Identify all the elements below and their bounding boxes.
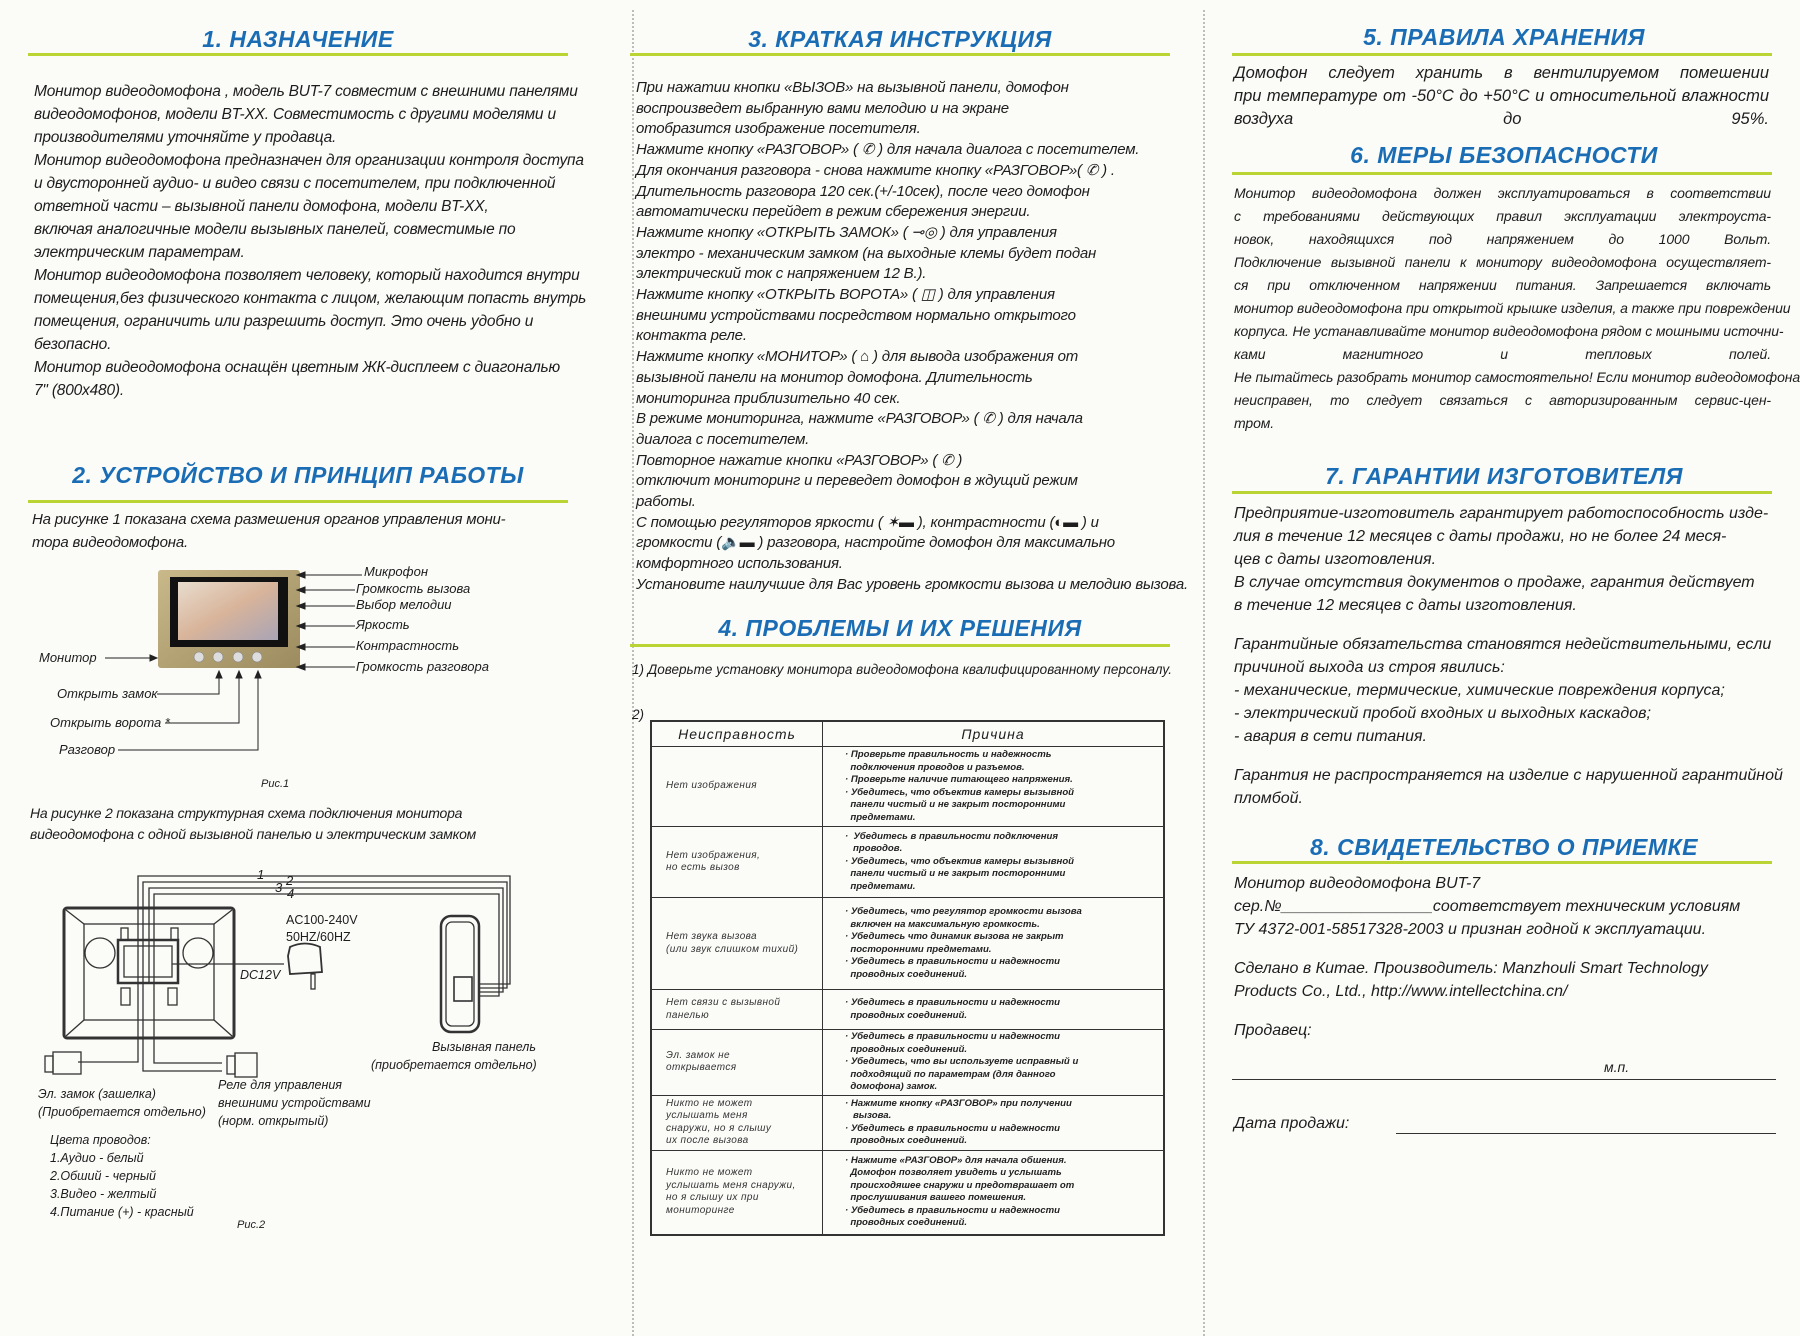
- table-row: [651, 1030, 1164, 1096]
- cell-line: · Убедитесь в правильности и надежности: [845, 1204, 1060, 1216]
- cell-line: · Убедитесь в правильности и надежности: [845, 956, 1060, 967]
- cause-cell: [823, 990, 1165, 1030]
- sale-date-line[interactable]: [1396, 1133, 1776, 1134]
- cell-line: Никто не может: [666, 1097, 753, 1109]
- cell-line: снаружи, но я слышу: [666, 1122, 772, 1134]
- text-line: и двусторонней аудио- и видео связи с посетителем, при подключенной: [34, 175, 556, 192]
- heading-rule: [28, 500, 568, 503]
- sale-date-label: Дата продажи:: [1234, 1115, 1350, 1132]
- wire-number-4: 4: [287, 886, 295, 901]
- cause-cell: [823, 1095, 1165, 1150]
- label-monitor: Монитор: [39, 650, 97, 665]
- label-open-gate: Открыть ворота *: [50, 715, 170, 730]
- cell-line: но я слышу их при: [666, 1192, 759, 1204]
- wire-number-1: 1: [257, 867, 265, 882]
- cell-line: Нет изображения: [666, 780, 758, 792]
- heading-rule: [1232, 861, 1772, 864]
- cell-line: · Убедитесь в правильности и надежности: [845, 997, 1060, 1008]
- cell-line: вызова.: [845, 1110, 892, 1121]
- text-line: Подключение вызывной панели к монитору видеодомофона осуществляет-: [1234, 254, 1771, 270]
- label-brightness: Яркость: [356, 617, 410, 632]
- text-line: громкости (🔈▬ ) разговора, настройте домофон для максимально: [636, 534, 1115, 552]
- cell-line: · Убедитесь в правильности и надежности: [845, 1031, 1060, 1042]
- wire-colors: [50, 1131, 194, 1221]
- cell-line: · Убедитесь что динамик вызова не закрыт: [845, 931, 1064, 942]
- text-line: Монитор видеодомофона BUT-7: [1234, 875, 1481, 892]
- text-line: Монитор видеодомофона должен эксплуатироваться в соответствии: [1234, 185, 1771, 201]
- label-contrast: Контрастность: [356, 638, 460, 653]
- call-panel-label: Вызывная панель: [432, 1040, 536, 1054]
- text-line: Монитор видеодомофона оснащён цветным ЖК-дисплеем с диагональю: [34, 359, 560, 376]
- cause-cell: [823, 1150, 1165, 1235]
- label-talk-volume: Громкость разговора: [356, 659, 489, 674]
- fault-cell: [651, 827, 823, 898]
- cell-line: проводных соединений.: [845, 1217, 967, 1229]
- table-row: [651, 990, 1164, 1030]
- cell-line: Эл. замок не: [666, 1049, 731, 1061]
- table-row: [651, 1095, 1164, 1150]
- lock-label: [38, 1086, 206, 1121]
- cell-line: · Проверьте правильность и надежность: [845, 749, 1052, 760]
- cell-line: (или звук слишком тихий): [666, 943, 799, 955]
- label-talk: Разговор: [59, 742, 116, 757]
- cell-line: · Убедитесь в правильности и надежности: [845, 1122, 1060, 1134]
- text-line: 3.Видео - желтый: [50, 1187, 157, 1201]
- cell-line: панели чистый и не закрыт посторонними: [845, 868, 1066, 880]
- text-line: комфортного использования.: [636, 555, 843, 573]
- cell-line: услышать меня снаружи,: [666, 1179, 796, 1191]
- text-line: сер.№_________________соответствует техническим условиям: [1234, 898, 1741, 915]
- cell-line: их после вызова: [666, 1135, 749, 1146]
- text-line: Нажмите кнопку «РАЗГОВОР» ( ✆ ) для начала диалога с посетителем.: [636, 141, 1140, 159]
- cell-line: проводных соединений.: [845, 1043, 967, 1055]
- section-4-heading: 4. ПРОБЛЕМЫ И ИХ РЕШЕНИЯ: [718, 615, 1082, 641]
- section-1-text: [34, 80, 586, 402]
- section-5-heading: 5. ПРАВИЛА ХРАНЕНИЯ: [1363, 24, 1645, 50]
- label-melody: Выбор мелодии: [356, 597, 452, 612]
- text-line: мониторинга приблизительно 40 сек.: [636, 389, 901, 407]
- section-2-heading: 2. УСТРОЙСТВО И ПРИНЦИП РАБОТЫ: [72, 462, 524, 488]
- text-line: внешними устройствами посредством нормально открытого: [636, 306, 1076, 324]
- power-frequency: 50HZ/60HZ: [286, 930, 351, 944]
- cause-cell: [823, 827, 1165, 898]
- text-line: С помощью регуляторов яркости ( ✶▬ ), контрастности (◐▬ ) и: [636, 513, 1099, 531]
- cell-line: Нет изображения,: [666, 849, 761, 861]
- fig1-intro: [32, 508, 505, 554]
- text-line: монитор видеодомофона при открытой крышке изделия, а также при повреждении: [1234, 300, 1791, 316]
- text-line: Предприятие-изготовитель гарантирует работоспособность изде-: [1234, 505, 1769, 522]
- text-line: Нажмите кнопку «ОТКРЫТЬ ВОРОТА» ( ◫ ) для управления: [636, 286, 1055, 304]
- column-divider: [1203, 10, 1205, 1336]
- section-7-text: [1234, 502, 1783, 810]
- cell-line: проводов.: [845, 843, 903, 855]
- text-line: видеодомофонов, модели BT-XX. Совместимость с другими моделями и: [34, 106, 556, 123]
- acceptance-text: [1234, 872, 1740, 1003]
- section-6-heading: 6. МЕРЫ БЕЗОПАСНОСТИ: [1350, 142, 1658, 168]
- text-line: Products Co., Ltd., http://www.intellectchina.cn/: [1234, 983, 1568, 1000]
- cell-line: · Убедитесь, что вы используете исправный и: [845, 1056, 1079, 1067]
- text-line: Не пытайтесь разобрать монитор самостоятельно! Если монитор видеодомофона: [1234, 369, 1800, 385]
- fault-cell: [651, 1030, 823, 1096]
- heading-rule: [1232, 53, 1772, 56]
- cell-line: предметами.: [845, 880, 916, 892]
- table-row: [651, 1150, 1164, 1235]
- cell-line: · Проверьте наличие питающего напряжения.: [845, 774, 1073, 785]
- text-line: ками магнитного и тепловых полей.: [1234, 346, 1771, 362]
- cell-line: Никто не может: [666, 1167, 753, 1179]
- text-line: внешними устройствами: [218, 1096, 371, 1110]
- text-line: работы.: [636, 493, 696, 511]
- table-row: [651, 827, 1164, 898]
- text-line: новок, находящихся под напряжением до 1000 Вольт.: [1234, 231, 1771, 247]
- figure-2-caption: Рис.2: [237, 1219, 266, 1231]
- label-open-lock: Открыть замок: [57, 686, 158, 701]
- dc-voltage: DC12V: [240, 968, 281, 982]
- seller-signature-line[interactable]: [1232, 1079, 1776, 1080]
- cell-line: панелью: [666, 1009, 710, 1021]
- text-line: помещения,без физического контакта с лицом, желающим попасть внутрь: [34, 290, 587, 307]
- cause-cell: [823, 747, 1165, 827]
- text-line: Для окончания разговора - снова нажмите кнопку «РАЗГОВОР»( ✆ ) .: [636, 161, 1115, 179]
- text-line: корпуса. Не устанавливайте монитор видеодомофона рядом с мошными источни-: [1234, 323, 1784, 339]
- label-call-volume: Громкость вызова: [356, 581, 471, 596]
- cell-line: · Нажмите кнопку «РАЗГОВОР» при получении: [845, 1097, 1072, 1109]
- text-line: Цвета проводов:: [50, 1133, 151, 1147]
- section-3-heading: 3. КРАТКАЯ ИНСТРУКЦИЯ: [748, 26, 1052, 52]
- text-line: [1234, 941, 1740, 957]
- text-line: отключит мониторинг и переведет домофон в ждущий режим: [636, 472, 1078, 490]
- screen-photo: [178, 582, 278, 640]
- problems-item-1: 1) Доверьте установку монитора видеодомофона квалифицированному персоналу.: [632, 662, 1172, 677]
- fault-cell: [651, 1150, 823, 1235]
- cell-line: услышать меня: [666, 1110, 748, 1121]
- cell-line: включен на максимальную громкость.: [845, 918, 1040, 930]
- cell-line: предметами.: [845, 811, 916, 823]
- text-line: причиной выхода из строя явились:: [1234, 659, 1505, 676]
- cell-line: · Убедитесь, что регулятор громкости вызова: [845, 906, 1082, 917]
- section-8-heading: 8. СВИДЕТЕЛЬСТВО О ПРИЕМКЕ: [1310, 834, 1698, 860]
- text-line: неисправен, то следует связаться с авторизированным сервис-цен-: [1234, 392, 1771, 408]
- text-line: 2.Обший - черный: [50, 1169, 156, 1183]
- wire-number-2: 2: [286, 873, 294, 888]
- text-line: видеодомофона с одной вызывной панелью и электрическим замком: [30, 826, 477, 842]
- cell-line: Домофон позволяет увидеть и услышать: [845, 1167, 1062, 1179]
- cause-cell: [823, 1030, 1165, 1096]
- cell-line: подходящий по параметрам (для данного: [845, 1068, 1056, 1080]
- text-line: На рисунке 1 показана схема размешения органов управления мони-: [32, 511, 506, 528]
- text-line: (норм. открытый): [218, 1114, 329, 1128]
- text-line: Эл. замок (зашелка): [38, 1087, 156, 1101]
- text-line: цев с даты изготовления.: [1234, 551, 1437, 568]
- cell-line: посторонними предметами.: [845, 943, 992, 955]
- call-panel: [441, 916, 479, 1032]
- column-header-cause: Причина: [823, 721, 1165, 747]
- text-line: контакта реле.: [636, 327, 747, 345]
- text-line: с требованиями действующих правил эксплуатации электроуста-: [1234, 208, 1771, 224]
- text-line: Монитор видеодомофона позволяет человеку, который находится внутри: [34, 267, 580, 284]
- text-line: Монитор видеодомофона предназначен для организации контроля доступа: [34, 152, 584, 169]
- cell-line: происходяшее снаружи и предотврашает от: [845, 1179, 1075, 1191]
- text-line: Сделано в Китае. Производитель: Manzhouli Smart Technology: [1234, 960, 1708, 977]
- seller-label: Продавец:: [1234, 1022, 1312, 1039]
- cell-line: подключения проводов и разъемов.: [845, 761, 1025, 773]
- text-line: тром.: [1234, 415, 1275, 431]
- cell-line: открывается: [666, 1062, 737, 1074]
- cell-line: Нет связи с вызывной: [666, 997, 781, 1008]
- text-line: воспроизведет выбранную вами мелодию и на экране: [636, 99, 1009, 117]
- text-line: [1234, 617, 1783, 633]
- text-line: - авария в сети питания.: [1234, 728, 1427, 745]
- fault-cell: [651, 990, 823, 1030]
- stamp-label: м.п.: [1604, 1059, 1630, 1075]
- section-5-text: [1234, 62, 1769, 131]
- cell-line: проводных соединений.: [845, 968, 967, 980]
- power-voltage: AC100-240V: [286, 913, 358, 927]
- call-panel-note: (приобретается отдельно): [371, 1058, 537, 1072]
- text-line: при температуре от -50°С до +50°С и относительной влажности: [1234, 87, 1769, 105]
- heading-rule: [630, 53, 1170, 56]
- heading-rule: [1232, 172, 1772, 175]
- text-line: производителями уточняйте у продавца.: [34, 129, 337, 146]
- text-line: Гарантия не распространяется на изделие с нарушенной гарантийной: [1234, 767, 1783, 784]
- column-header-fault: Неисправность: [651, 721, 823, 747]
- troubleshooting-table: [650, 720, 1165, 1236]
- text-line: ТУ 4372-001-58517328-2003 и признан годной к эксплуатации.: [1234, 921, 1707, 938]
- cell-line: · Нажмите «РАЗГОВОР» для начала обшения.: [845, 1154, 1067, 1166]
- heading-rule: [28, 53, 568, 56]
- fig2-intro: [30, 803, 476, 845]
- section-6-text: [1234, 182, 1800, 435]
- cell-line: · Убедитесь, что объектив камеры вызывной: [845, 786, 1075, 798]
- text-line: отобразится изображение посетителя.: [636, 120, 921, 138]
- cell-line: · Убедитесь, что объектив камеры вызывной: [845, 855, 1075, 867]
- text-line: [1234, 748, 1783, 764]
- text-line: На рисунке 2 показана структурная схема подключения монитора: [30, 805, 463, 821]
- wire-number-3: 3: [275, 880, 283, 895]
- relay-label: [218, 1076, 371, 1130]
- cell-line: панели чистый и не закрыт посторонними: [845, 799, 1066, 810]
- text-line: Повторное нажатие кнопки «РАЗГОВОР» ( ✆ ): [636, 451, 963, 469]
- cause-cell: [823, 898, 1165, 990]
- heading-rule: [630, 644, 1170, 647]
- cell-line: · Убедитесь в правильности подключения: [845, 830, 1059, 842]
- heading-rule: [1232, 491, 1772, 494]
- text-line: - электрический пробой входных и выходных каскадов;: [1234, 705, 1651, 722]
- text-line: 7" (800x480).: [34, 382, 124, 399]
- table-row: [651, 898, 1164, 990]
- cell-line: прослушивания вашего помешения.: [845, 1192, 1027, 1204]
- text-line: пломбой.: [1234, 790, 1303, 807]
- table-row: [651, 747, 1164, 827]
- text-line: ся при отключенном напряжении питания. Запрешается включать: [1234, 277, 1771, 293]
- problems-item-2: 2): [632, 707, 645, 722]
- text-line: 4.Питание (+) - красный: [50, 1205, 194, 1219]
- text-line: ответной части – вызывной панели домофона, модели BT-XX,: [34, 198, 489, 215]
- fault-cell: [651, 898, 823, 990]
- text-line: автоматически перейдет в режим сбережения энергии.: [636, 203, 1031, 221]
- cell-line: проводных соединений.: [845, 1135, 967, 1146]
- cell-line: домофона) замок.: [845, 1081, 938, 1092]
- text-line: диалога с посетителем.: [636, 430, 810, 448]
- text-line: электро - механическим замком (на выходные клемы будет подан: [636, 244, 1097, 262]
- text-line: в течение 12 месяцев с даты изготовления.: [1234, 597, 1577, 614]
- text-line: (Приобретается отдельно): [38, 1104, 206, 1119]
- section-3-text: [636, 78, 1188, 596]
- section-7-heading: 7. ГАРАНТИИ ИЗГОТОВИТЕЛЯ: [1325, 463, 1683, 489]
- text-line: - механические, термические, химические повреждения корпуса;: [1234, 682, 1725, 699]
- text-line: В режиме мониторинга, нажмите «РАЗГОВОР» ( ✆ ) для начала: [636, 410, 1083, 428]
- cell-line: Нет звука вызова: [666, 931, 758, 942]
- text-line: вызывной панели на монитор домофона. Длительность: [636, 368, 1033, 386]
- text-line: Нажмите кнопку «МОНИТОР» ( ⌂ ) для вывода изображения от: [636, 348, 1079, 366]
- text-line: Реле для управления: [218, 1078, 342, 1092]
- text-line: Установите наилучшие для Вас уровень громкости вызова и мелодию вызова.: [636, 575, 1188, 593]
- fault-cell: [651, 747, 823, 827]
- figure-2-wiring-diagram: [0, 860, 600, 1090]
- text-line: Гарантийные обязательства становятся недействительными, если: [1234, 636, 1772, 653]
- text-line: включая аналогичные модели вызывных панелей, совместимые по: [34, 221, 516, 238]
- text-line: помещения, ограничить или разрешить доступ. Это очень удобно и: [34, 313, 534, 330]
- text-line: Монитор видеодомофона , модель BUT-7 совместим с внешними панелями: [34, 83, 578, 100]
- text-line: лия в течение 12 месяцев с даты продажи, но не более 24 меся-: [1234, 528, 1727, 545]
- text-line: воздуха до 95%.: [1234, 110, 1769, 128]
- fault-cell: [651, 1095, 823, 1150]
- cell-line: но есть вызов: [666, 862, 740, 873]
- text-line: 1.Аудио - белый: [50, 1151, 144, 1165]
- label-microphone: Микрофон: [364, 564, 429, 579]
- text-line: Домофон следует хранить в вентилируемом помешении: [1234, 64, 1769, 82]
- text-line: электрическим параметрам.: [34, 244, 245, 261]
- text-line: В случае отсутствия документов о продаже, гарантия действует: [1234, 574, 1755, 591]
- figure-1-caption: Рис.1: [261, 778, 290, 790]
- text-line: безопасно.: [34, 336, 112, 353]
- cell-line: мониторинге: [666, 1204, 735, 1216]
- section-1-heading: 1. НАЗНАЧЕНИЕ: [202, 26, 394, 52]
- text-line: Нажмите кнопку «ОТКРЫТЬ ЗАМОК» ( ⊸◎ ) для управления: [636, 223, 1057, 241]
- text-line: Длительность разговора 120 сек.(+/-10сек), после чего домофон: [636, 182, 1090, 200]
- text-line: тора видеодомофона.: [32, 534, 188, 551]
- text-line: электрический ток с напряжением 12 В.).: [636, 265, 927, 283]
- cell-line: проводных соединений.: [845, 1009, 967, 1021]
- text-line: При нажатии кнопки «ВЫЗОВ» на вызывной панели, домофон: [636, 79, 1069, 96]
